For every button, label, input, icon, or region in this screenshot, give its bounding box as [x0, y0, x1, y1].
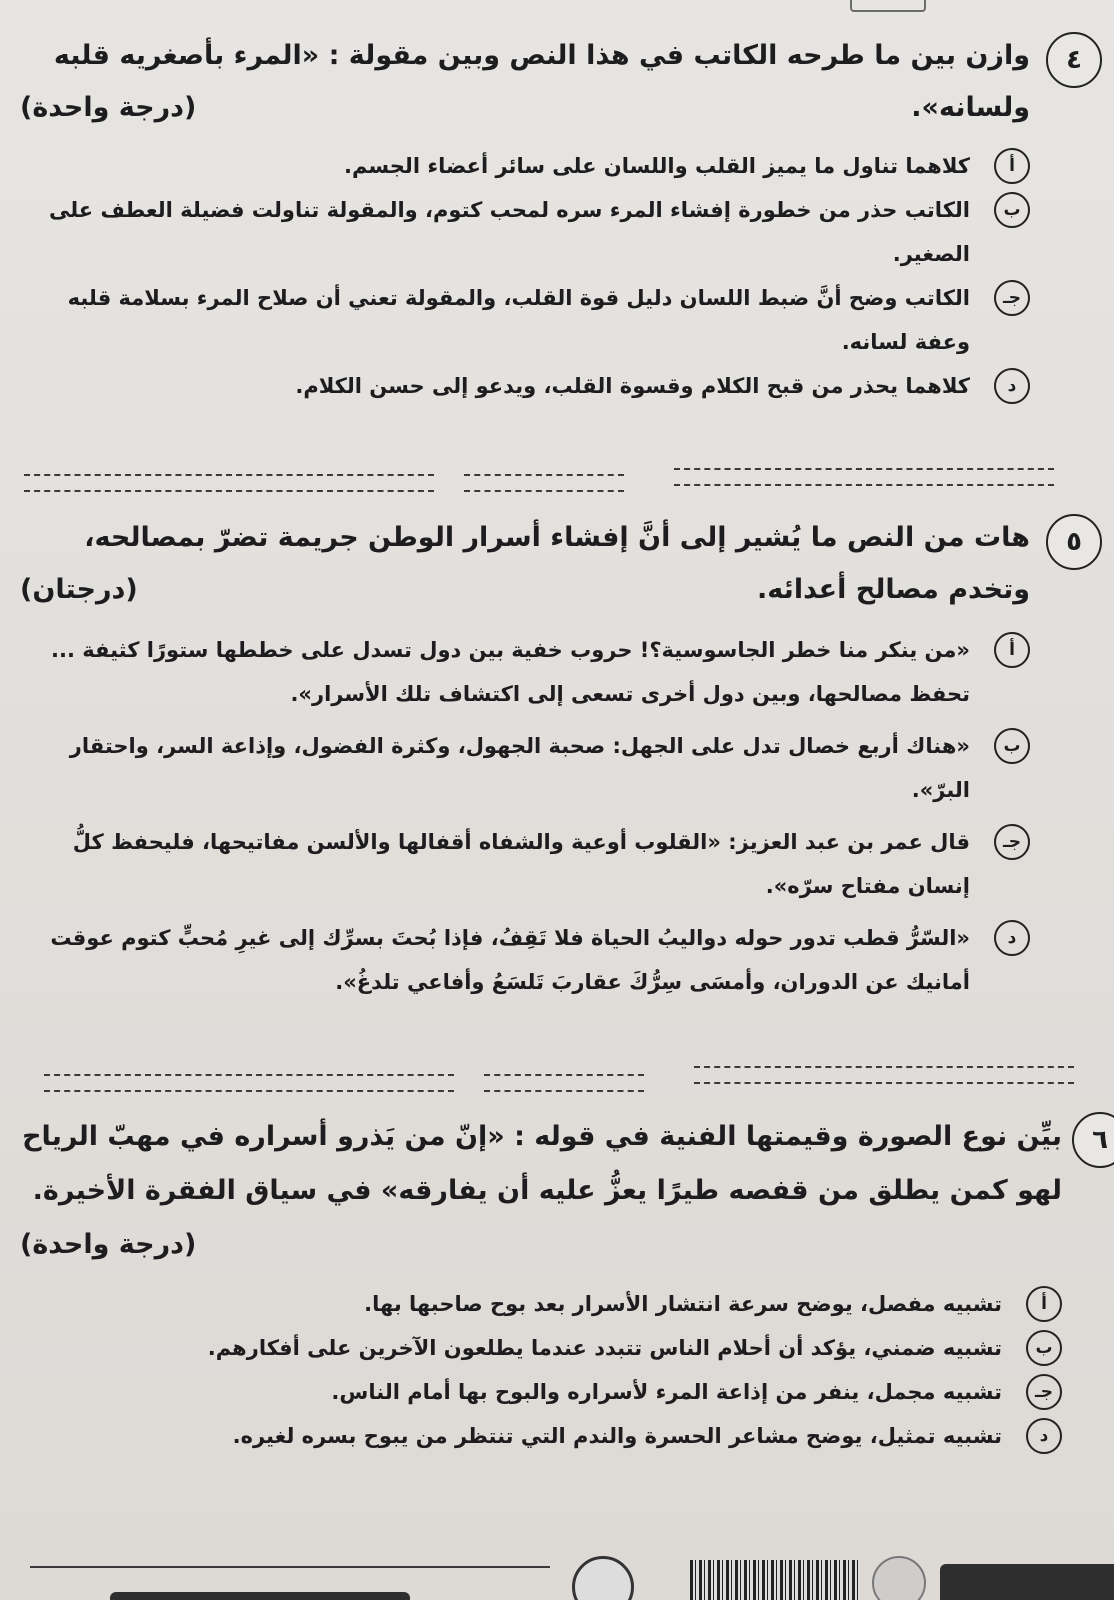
section-divider [24, 468, 1054, 502]
section-divider [24, 1066, 1054, 1100]
option-text: كلاهما يحذر من قبح الكلام وقسوة القلب، ويدعو إلى حسن الكلام. [295, 374, 970, 398]
option-text: «هناك أربع خصال تدل على الجهل: صحبة الجهول، وكثرة الفضول، وإذاعة السر، واحتقار البرّ». [69, 734, 970, 802]
option-letter: أ [994, 148, 1030, 184]
option-text: الكاتب حذر من خطورة إفشاء المرء سره لمحب كتوم، والمقولة تناولت فضيلة العطف على الصغير. [48, 198, 970, 266]
grade-label: (درجة واحدة) [20, 1229, 197, 1260]
option-letter: د [994, 368, 1030, 404]
header-tab [850, 0, 926, 12]
option-text: الكاتب وضح أنَّ ضبط اللسان دليل قوة القلب، والمقولة تعني أن صلاح المرء بسلامة قلبه وعفة لسانه. [67, 286, 970, 354]
option-text: كلاهما تناول ما يميز القلب واللسان على سائر أعضاء الجسم. [343, 154, 970, 178]
page-number-circle [572, 1556, 634, 1600]
option-letter: جـ [994, 280, 1030, 316]
question-number: ٤ [1046, 32, 1102, 88]
question-5 [20, 512, 1102, 1004]
option-text: تشبيه تمثيل، يوضح مشاعر الحسرة والندم التي تنتظر من يبوح بسره لغيره. [232, 1424, 1002, 1448]
question-text [20, 30, 1030, 134]
question-prompt: هات من النص ما يُشير إلى أنَّ إفشاء أسرار الوطن جريمة تضرّ بمصالحه، وتخدم مصالح أعدائه. [84, 522, 1030, 605]
option-b[interactable] [20, 724, 1030, 812]
option-c[interactable] [20, 1370, 1062, 1414]
question-number: ٥ [1046, 514, 1102, 570]
grade-label: (درجة واحدة) [20, 92, 197, 123]
option-letter: جـ [994, 824, 1030, 860]
question-text [20, 1110, 1062, 1272]
option-letter: أ [1026, 1286, 1062, 1322]
options-list [20, 628, 1030, 1004]
option-text: قال عمر بن عبد العزيز: «القلوب أوعية والشفاه أقفالها والألسن مفاتيحها، فليحفظ كلُّ إنسان مفتاح سرّه». [72, 830, 970, 898]
option-text: تشبيه ضمني، يؤكد أن أحلام الناس تتبدد عندما يطلعون الآخرين على أفكارهم. [207, 1336, 1002, 1360]
option-letter: د [1026, 1418, 1062, 1454]
option-text: «من ينكر منا خطر الجاسوسية؟! حروب خفية بين دول تسدل على خططها ستورًا كثيفة ... تحفظ مصالحها، وبين دول أخرى تسعى إلى اكتشاف تلك الأسرار». [50, 638, 970, 706]
options-list [20, 1282, 1062, 1458]
question-number: ٦ [1072, 1112, 1114, 1168]
question-4 [20, 30, 1102, 408]
footer-bar-left [110, 1592, 410, 1600]
option-d[interactable] [20, 364, 1030, 408]
option-letter: أ [994, 632, 1030, 668]
option-d[interactable] [20, 916, 1030, 1004]
option-b[interactable] [20, 188, 1030, 276]
question-6 [20, 1110, 1108, 1458]
option-a[interactable] [20, 1282, 1062, 1326]
option-a[interactable] [20, 628, 1030, 716]
options-list [20, 144, 1030, 408]
option-letter: ب [994, 192, 1030, 228]
option-text: تشبيه مفصل، يوضح سرعة انتشار الأسرار بعد بوح صاحبها بها. [364, 1292, 1002, 1316]
option-letter: د [994, 920, 1030, 956]
footer-rule [30, 1566, 550, 1568]
option-letter: جـ [1026, 1374, 1062, 1410]
option-b[interactable] [20, 1326, 1062, 1370]
question-prompt: بيِّن نوع الصورة وقيمتها الفنية في قوله : «إنّ من يَذرو أسراره في مهبّ الرياح لهو كمن يطلق من قفصه طيرًا يعزُّ عليه أن يفارقه» في سياق الفقرة الأخيرة. [22, 1121, 1062, 1206]
question-prompt: وازن بين ما طرحه الكاتب في هذا النص وبين مقولة : «المرء بأصغريه قلبه ولسانه». [53, 40, 1030, 123]
seal-icon [872, 1556, 926, 1600]
option-text: «السّرُّ قطب تدور حوله دواليبُ الحياة فلا تَقِفُ، فإذا بُحتَ بسرِّك إلى غيرِ مُحبٍّ كتوم عوقت أمانيك عن الدوران، وأمسَى سِرُّكَ عقاربَ تَلسَعُ وأفاعي تلدغُ». [50, 926, 970, 994]
option-d[interactable] [20, 1414, 1062, 1458]
option-text: تشبيه مجمل، ينفر من إذاعة المرء لأسراره والبوح بها أمام الناس. [331, 1380, 1002, 1404]
question-text [20, 512, 1030, 616]
option-letter: ب [1026, 1330, 1062, 1366]
option-c[interactable] [20, 820, 1030, 908]
option-a[interactable] [20, 144, 1030, 188]
footer-bar-right [940, 1564, 1114, 1600]
barcode-icon [690, 1560, 860, 1600]
grade-label: (درجتان) [20, 574, 138, 605]
page-footer [0, 1536, 1114, 1600]
option-c[interactable] [20, 276, 1030, 364]
option-letter: ب [994, 728, 1030, 764]
